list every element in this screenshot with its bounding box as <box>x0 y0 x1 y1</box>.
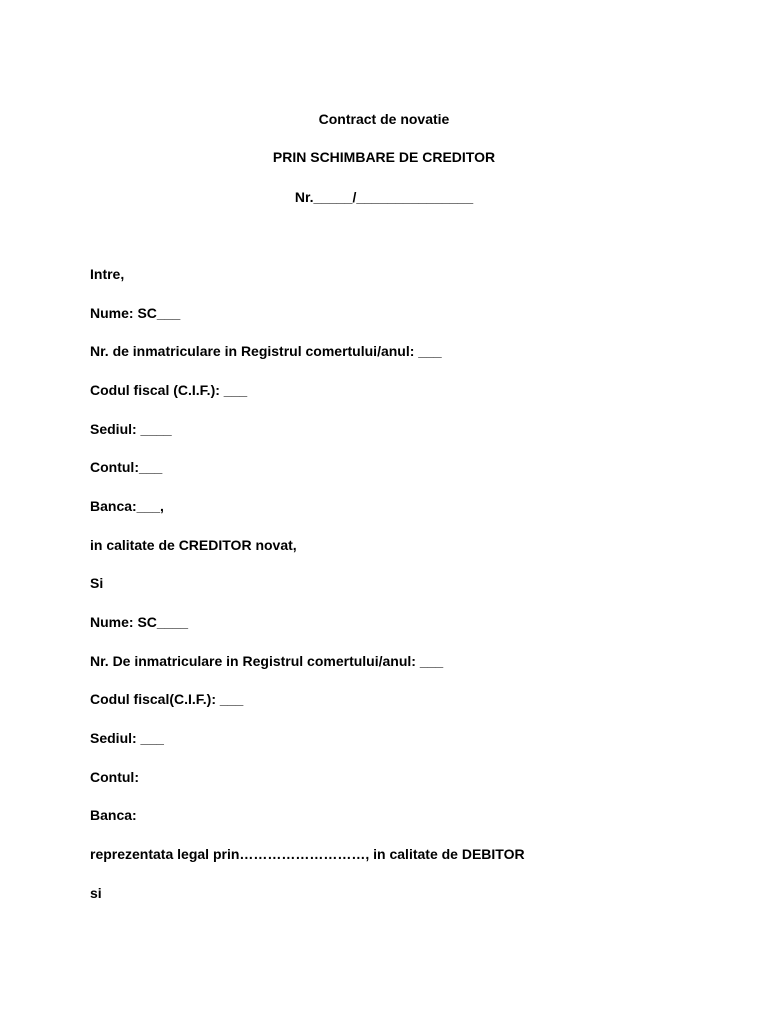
document-title: Contract de novatie <box>318 111 450 127</box>
creditor-fiscal-code: Codul fiscal (C.I.F.): ___ <box>90 381 248 398</box>
intro-line: Intre, <box>90 266 125 282</box>
creditor-role: in calitate de CREDITOR novat, <box>90 536 297 553</box>
conjunction-line-2: si <box>90 884 102 901</box>
creditor-registration: Nr. de inmatriculare in Registrul comertului/anul: ___ <box>90 343 442 360</box>
debtor-representation: reprezentata legal prin………………………, in calitate de DEBITOR <box>90 845 525 862</box>
debtor-account: Contul: <box>90 768 139 785</box>
contract-number: Nr._____/_______________ <box>294 189 474 205</box>
conjunction-line: Si <box>90 575 104 592</box>
debtor-bank: Banca: <box>90 807 137 824</box>
contract-body <box>90 265 525 922</box>
debtor-name: Nume: SC____ <box>90 613 189 630</box>
creditor-account: Contul:___ <box>90 459 163 476</box>
debtor-headquarters: Sediul: ___ <box>90 729 164 746</box>
creditor-bank: Banca:___, <box>90 497 164 514</box>
creditor-headquarters: Sediul: ____ <box>90 420 172 437</box>
debtor-fiscal-code: Codul fiscal(C.I.F.): ___ <box>90 691 244 708</box>
document-subtitle: PRIN SCHIMBARE DE CREDITOR <box>272 149 496 165</box>
creditor-name: Nume: SC___ <box>90 304 181 321</box>
debtor-registration: Nr. De inmatriculare in Registrul comertului/anul: ___ <box>90 652 444 669</box>
